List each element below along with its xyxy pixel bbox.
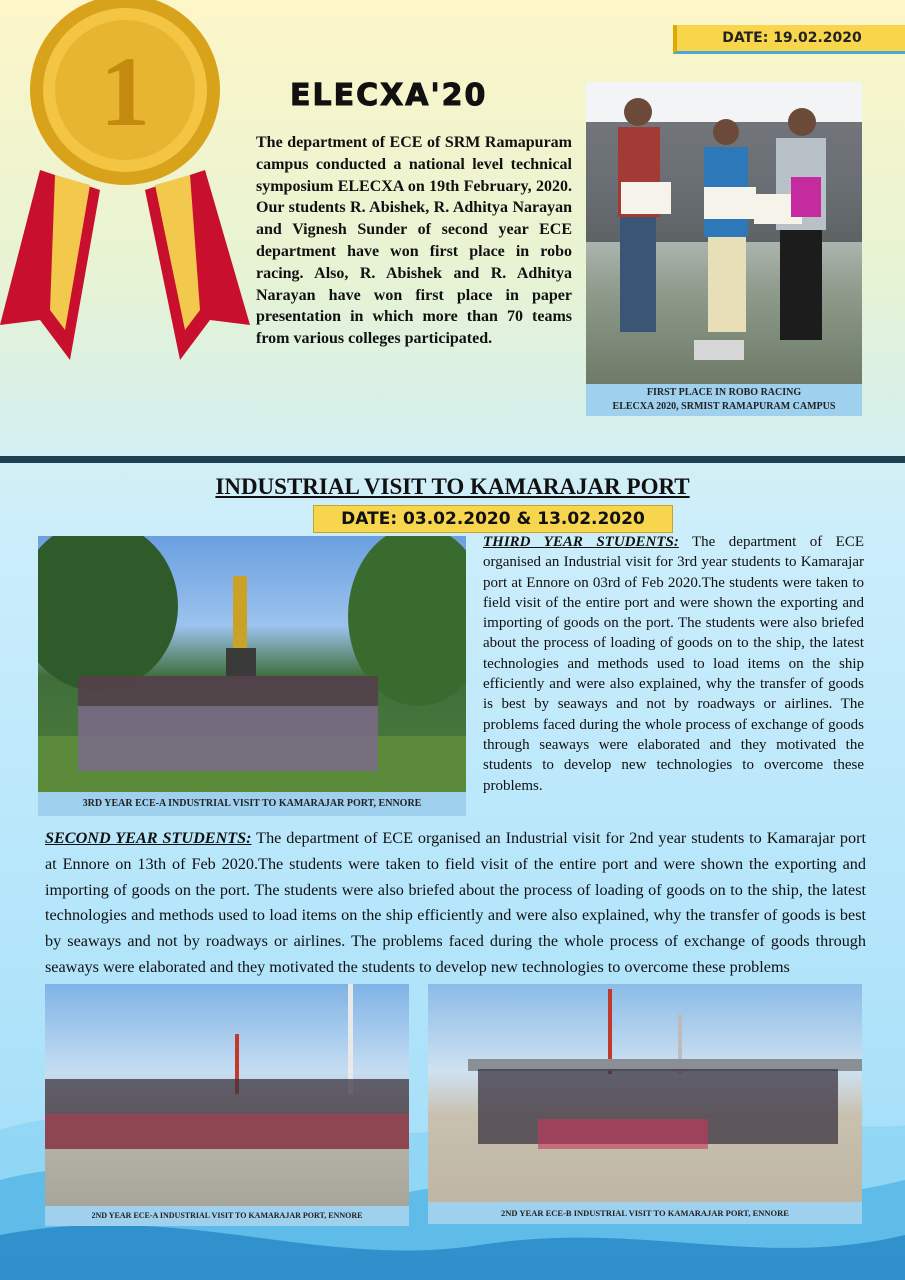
date-tag: DATE: 19.02.2020 (673, 25, 905, 54)
medal-numeral: 1 (100, 36, 150, 147)
third-year-paragraph (483, 532, 864, 796)
second-year-b-photo (428, 984, 862, 1202)
second-year-label: SECOND YEAR STUDENTS: (45, 829, 252, 847)
second-year-paragraph (45, 826, 866, 981)
elecxa-title: ELECXA'20 (290, 78, 488, 113)
second-year-text: The department of ECE organised an Industrial visit for 2nd year students to Kamarajar port at Ennore on 13th of Feb 2020.The students were taken to field visit of the entire port and were shown the exporting and importing of goods on the port. The students were also briefed about the process of loading of goods on to the ship, the latest technologies and methods used to load items on the ship efficiently and were also explained, why the transfer of goods is best by seaways and not by roadways or airlines. The problems faced during the whole process of exchange of goods through seaways were elaborated and they motivated the students to develop new technologies to overcome these problems (45, 829, 866, 976)
second-year-a-group (45, 984, 409, 1206)
section-divider (0, 456, 905, 463)
visit-heading: INDUSTRIAL VISIT TO KAMARAJAR PORT (215, 474, 690, 499)
second-year-b-group (428, 984, 862, 1202)
third-year-caption: 3RD YEAR ECE-A INDUSTRIAL VISIT TO KAMARAJAR PORT, ENNORE (38, 792, 466, 816)
elecxa-paragraph: The department of ECE of SRM Ramapuram campus conducted a national level technical symposium ELECXA on 19th February, 2020. Our students R. Abishek, R. Adhitya Narayan and Vignesh Sunder of second year ECE department have won first place in robo racing. Also, R. Abishek and R. Adhitya Narayan have won first place in paper presentation in which more than 70 teams from various colleges participated. (256, 134, 572, 348)
third-year-label: THIRD YEAR STUDENTS: (483, 534, 679, 550)
third-year-photo-group (38, 536, 466, 792)
second-year-a-caption: 2ND YEAR ECE-A INDUSTRIAL VISIT TO KAMARAJAR PORT, ENNORE (45, 1206, 409, 1226)
third-year-photo (38, 536, 466, 792)
award-caption-line2: ELECXA 2020, SRMIST RAMAPURAM CAMPUS (612, 401, 836, 412)
award-photo-caption (586, 384, 862, 416)
visit-date-tag: DATE: 03.02.2020 & 13.02.2020 (313, 505, 673, 533)
second-year-b-caption: 2ND YEAR ECE-B INDUSTRIAL VISIT TO KAMARAJAR PORT, ENNORE (428, 1202, 862, 1224)
award-photo-figures (586, 82, 862, 384)
second-year-a-photo (45, 984, 409, 1206)
award-photo (586, 82, 862, 384)
award-caption-line1: FIRST PLACE IN ROBO RACING (646, 387, 802, 398)
third-year-text: The department of ECE organised an Industrial visit for 3rd year students to Kamarajar port at Ennore on 03rd of Feb 2020.The students were taken to field visit of the entire port and were shown the exporting and importing of goods on the port. The students were also briefed about the process of loading of goods on to the ship, the latest technologies and methods used to load items on the ship efficiently and were also explained, why the transfer of goods is best by seaways and not by roadways or airlines. The problems faced during the whole process of exchange of goods through seaways were elaborated and they motivated the students to develop new technologies to overcome these problems. (483, 534, 864, 794)
gold-medal-icon (0, 0, 250, 360)
